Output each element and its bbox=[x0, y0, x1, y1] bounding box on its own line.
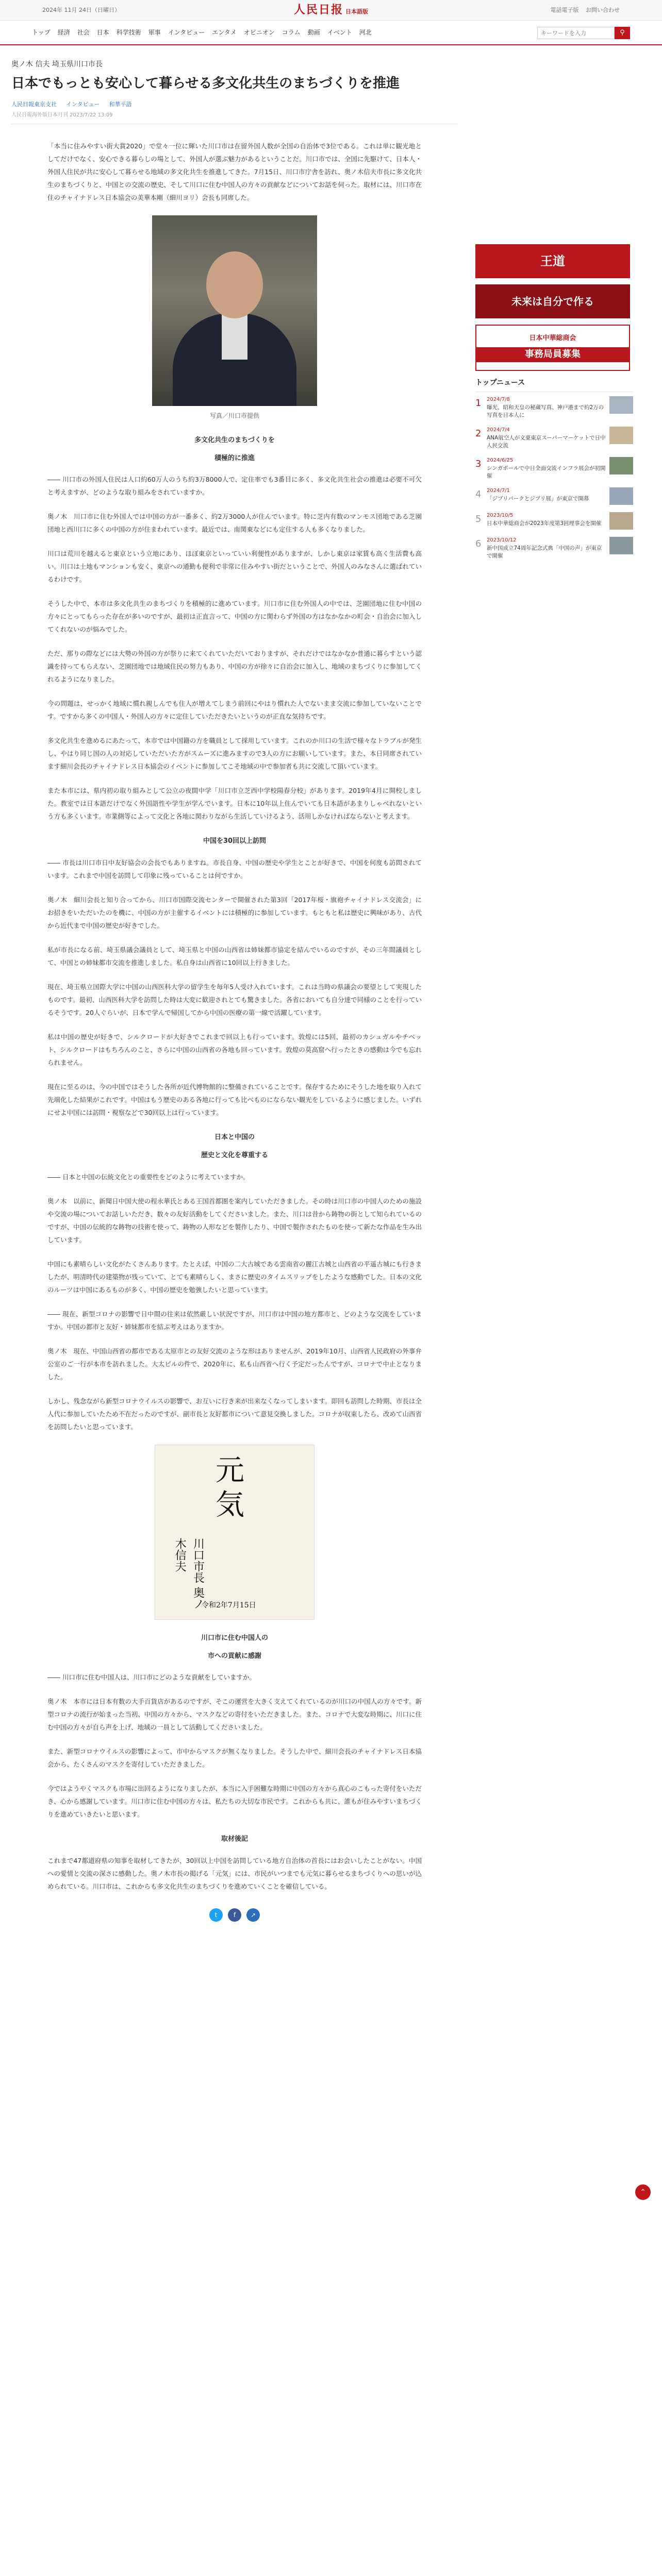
paragraph: また、新型コロナウイルスの影響によって、市中からマスクが無くなりました。そうした中で、細川会長のチャイナドレス日本協会から、たくさんのマスクを寄付していただきました。 bbox=[47, 1748, 422, 1769]
facebook-share-button[interactable] bbox=[228, 1908, 241, 1922]
article-body bbox=[11, 140, 458, 1922]
paragraph: 現在に至るのは、今の中国ではそうした各所が近代博物館的に整備されていることです。保存するためにそうした地を取り入れて先端化した結果がこれです。中国はもう歴史のある各地に行っても比べものにならない観光をしているように感じました。いずれにせよ中国には訪問・視察などで30回以上は行っています。 bbox=[47, 1083, 422, 1117]
category-link[interactable]: インタビュー bbox=[66, 100, 100, 108]
ranking-item[interactable]: 6 2023/10/12 新中国成立74周年記念式典「中国の声」が東京で開催 bbox=[475, 537, 633, 560]
top-link-epaper[interactable]: 電話電子版 bbox=[550, 7, 579, 14]
paragraph: ―― 川口市の外国人住民は人口約60万人のうち約3万8000人で、定住率でも3番目に多く、多文化共生社会の推進は必要不可欠と考えますが、どのような取り組みをされていますか。 bbox=[47, 476, 422, 497]
search-button[interactable] bbox=[615, 27, 630, 39]
top-bar bbox=[0, 0, 662, 21]
calligraphy-image bbox=[155, 1445, 315, 1620]
nav-item[interactable]: イベント bbox=[327, 29, 352, 37]
share-icon: ↗ bbox=[250, 1911, 256, 1919]
ranking-item[interactable]: 5 2023/10/5 日本中華総商会が2023年度第3回理事会を開催 bbox=[475, 512, 633, 530]
nav-item[interactable]: オピニオン bbox=[243, 29, 275, 37]
site-logo[interactable]: 人民日报 日本語版 bbox=[293, 3, 368, 17]
ranking-thumbnail bbox=[609, 396, 633, 414]
paragraph: 今ではようやくマスクも市場に出回るようになりましたが、本当に入手困難な時期に中国の方々から真心のこもった寄付をいただき、心から感謝しています。川口市に住む中国の方々は、私たちの大切な市民です。これからも共に、誰もが住みやすいまちづくりを進めていきたいと思います。 bbox=[47, 1785, 422, 1819]
ranking-thumbnail bbox=[609, 427, 633, 444]
paragraph: ―― 現在、新型コロナの影響で日中間の往来は依然厳しい状況ですが、川口市は中国の地方都市と、どのような交流をしていますか。中国の都市と友好・姉妹都市を結ぶ考えはありますか。 bbox=[47, 1310, 422, 1331]
photo-caption: 写真／川口市提供 bbox=[209, 412, 259, 419]
breadcrumb: 奥ノ木 信夫 埼玉県川口市長 bbox=[11, 60, 103, 69]
paragraph: そうした中で、本市は多文化共生のまちづくりを積極的に進めています。川口市に住む外国人の中では、芝園団地に住む中国の方々にとってもらった存在が多いのですが、最初は正直言って、中国の方に関わらず外国の方はなかなかの町会・自治会に加入してくれないのが悩みでした。 bbox=[47, 600, 422, 634]
ranking-thumbnail bbox=[609, 512, 633, 530]
section-heading: 多文化共生のまちづくりを 積極的に推進 bbox=[194, 436, 275, 462]
ad-banner[interactable]: 未来は自分で作る bbox=[475, 284, 630, 318]
article-main bbox=[11, 59, 475, 1942]
ranking-thumbnail bbox=[609, 537, 633, 554]
calligraphy-signature: 川口市長 奥ノ木信夫 bbox=[173, 1537, 205, 1609]
section-heading: 日本と中国の 歴史と文化を尊重する bbox=[201, 1133, 268, 1159]
paragraph: 中国にも素晴らしい文化がたくさんあります。たとえば、中国の二大古城である雲南省の麗江古城と山西省の平遥古城にも行きましたが、明清時代の建築物が残っていて、とても素晴らしく、まさに歴史のタイムスリップをしたような感動でした。日本の文化のルーツは中国にあるものが多く、中国の歴史を勉強したいと思っています。 bbox=[47, 1260, 422, 1294]
nav-item[interactable]: エンタメ bbox=[212, 29, 237, 37]
nav-item[interactable]: 科学技術 bbox=[116, 29, 141, 37]
ranking-title: トップニュース bbox=[475, 377, 633, 392]
ranking-item[interactable]: 1 2024/7/8 曝光、昭和天皇の秘蔵写真、神戸港まで約2万の写真を日本人に bbox=[475, 396, 633, 419]
line-share-button[interactable] bbox=[246, 1908, 260, 1922]
paragraph: 私が市長になる前、埼玉県議会議員として、埼玉県と中国の山西省は姉妹都市協定を結んでいるのですが、その三年間議員として、中国との姉妹都市交流を推進しました。私自身は山西省に10回以上行きました。 bbox=[47, 946, 422, 967]
ranking-item[interactable]: 3 2024/6/25 シンガポールで中日全面交流インフラ展会が初開催 bbox=[475, 457, 633, 480]
paragraph: 川口は荒川を越えると東京という立地にあり、ほぼ東京といっていい利便性がありますが、しかし東京は家賃も高く生活費も高い。川口は土地もマンションも安く、東京への通勤も便利で非常に住みやすい街だということで、外国人のみなさんに選ばれているわけです。 bbox=[47, 550, 422, 584]
calligraphy-main: 元気 bbox=[216, 1453, 244, 1522]
share-bar bbox=[47, 1908, 422, 1922]
paragraph: 私は中国の歴史が好きで、シルクロードが大好きでこれまで回以上も行っています。敦煌には5回、最初のカシュガルやチベット、シルクロードはもちろんのこと、さらに中国の山西省の各地も回っています。敦煌の莫高窟へ行ったときの感動は今でも忘れられません。 bbox=[47, 1033, 422, 1067]
paragraph: 現在、埼玉県立国際大学に中国の山西医科大学の留学生を毎年5人受け入れています。これは当時の県議会の要望として実現したものです。最初、山西医科大学を訪問した時は大変に歓迎されとても驚きました。各省においても自分達で同様のことを行っているそうです。20人ぐらいが、日本で学んで帰国してから中国の医療の第一線で活躍しています。 bbox=[47, 983, 422, 1017]
page-title: 日本でもっとも安心して暮らせる多文化共生のまちづくりを推進 bbox=[11, 76, 400, 92]
paragraph: ―― 日本と中国の伝統文化との重要性をどのように考えていますか。 bbox=[47, 1173, 250, 1181]
nav-item[interactable]: 社会 bbox=[77, 29, 90, 37]
ad-banner[interactable]: 日本中華総商会 事務局員募集 bbox=[475, 325, 630, 371]
author-link[interactable]: 人民日報東京支社 bbox=[11, 100, 57, 108]
paragraph: 奥ノ木 本市には日本有数の大手百貨店があるのですが、そこの運営を大きく支えてくれているのが川口の中国人の方々です。新型コロナの流行が始まった当初、中国の方々から、マスクなどの寄付をいただきました。また、コロナで大変な時期に、川口に住む中国の方々が自ら声を上げ、地域の一員として活動してくださいました。 bbox=[47, 1698, 422, 1732]
paragraph: ただ、那りの際などには大勢の外国の方が祭りに来てくれていただいておりますが、それだけではなかなか普通に暮らすという認識を持ってもらえない、芝園団地では地域住民の努力もあり、中国の方が徐々に自治会に加入し、地域のまちづくりに参加してくれるようになりました。 bbox=[47, 650, 422, 684]
paragraph: 奥ノ木 以前に、新聞日中国大使の程永華氏とある王国首都圏を案内していただきました。その時は川口市の中国人のための施設や交流の場についてお話しいただき、数々の友好活動をしてくださいました。また、川口は昔から鋳物の街として知られているのですが、中国の伝統的な鋳物の技術を使って、鋳物の人形などを製作したり、中国で製作されたものを使って新たな作品を生み出しています。 bbox=[47, 1197, 422, 1244]
sidebar bbox=[475, 59, 633, 1942]
ranking-thumbnail bbox=[609, 457, 633, 474]
paragraph: 今の問題は、せっかく地域に慣れ親しんでも住人が増えてしまう前回にやはり慣れた人でないまま交流に参加していないことです。ですから多くの中国人・外国人の方々に定住していただきたいというのが正直な気持ちです。 bbox=[47, 700, 422, 721]
interview-photo bbox=[152, 215, 317, 406]
section-heading: 中国を30回以上訪問 bbox=[203, 837, 267, 845]
twitter-icon: t bbox=[214, 1911, 218, 1919]
paragraph: ―― 市長は川口市日中友好協会の会長でもありますね。市長自身、中国の歴史や学生とことが好きで、中国を何度も訪問されています。これまで中国を訪問して印象に残っていることは何ですか。 bbox=[47, 859, 422, 880]
search-input[interactable] bbox=[537, 27, 615, 39]
top-link-contact[interactable]: お問い合わせ bbox=[586, 7, 620, 14]
calligraphy-date: 令和2年7月15日 bbox=[202, 1601, 256, 1609]
nav-item[interactable]: 動画 bbox=[307, 29, 320, 37]
nav-item[interactable]: 河北 bbox=[359, 29, 372, 37]
section-heading: 取材後記 bbox=[221, 1835, 248, 1843]
main-nav bbox=[0, 21, 662, 45]
paragraph: ―― 川口市に住む中国人は、川口市にどのような貢献をしていますか。 bbox=[47, 1673, 256, 1682]
article-timestamp: 人民日報海外版日本月刊 2023/7/22 13:09 bbox=[11, 111, 458, 124]
paragraph: 奥ノ木 細川会長と知り合ってから、川口市国際交流センターで開催された第3回「2017年桜・旗袍チャイナドレス交流会」にお招きをいただいたのを機に、中国の方が主催するイベントには積極的に参加しています。もともと私は歴史に興味があり、古代から近代まで中国の歴史が好きでした。 bbox=[47, 896, 422, 930]
section-heading: 川口市に住む中国人の 市への貢献に感謝 bbox=[201, 1634, 268, 1660]
nav-item[interactable]: コラム bbox=[282, 29, 301, 37]
paragraph: 奥ノ木 現在、中国山西省の都市である太原市との友好交流のような形はありませんが、2019年10月、山西省人民政府の外事弁公室のご一行が本市を訪れました。大太ビルの件で、2020年に、私も山西省へ行く予定だったんですが、コロナで中止となりました。 bbox=[47, 1347, 422, 1381]
nav-item[interactable]: 日本 bbox=[96, 29, 109, 37]
paragraph: 多文化共生を進めるにあたって、本市では中国籍の方を職員として採用しています。これのか川口の生活で様々なトラブルが発生し、やはり同じ国の人の対応していただいた方がスムーズに進みますので3人の方にお願いしています。また、本日同席されています細川会長のチャイナドレス日本協会のイベントに参加してこそ地域の中で参加者も共に交流して頂いています。 bbox=[47, 737, 422, 771]
nav-item[interactable]: 軍事 bbox=[148, 29, 161, 37]
search-box bbox=[537, 27, 630, 39]
chevron-up-icon: ⌃ bbox=[640, 2188, 646, 2196]
paragraph: 奥ノ木 川口市に住む外国人では中国の方が一番多く、約2万3000人が住んでいます。特に芝内有数のマンモス団地である芝園団地と西川口に多くの中国の方が住まわれています。最近では、南関東などにも定住する人も多くなりました。 bbox=[47, 513, 422, 534]
ranking-item[interactable]: 4 2024/7/1 「ジブリパークとジブリ展」が東京で開幕 bbox=[475, 487, 633, 505]
paragraph: これまで47都道府県の知事を取材してきたが、30回以上中国を訪問している地方自治体の首長にはお会いしたことがない。中国への愛情と交流の深さに感動した。奥ノ木市長の掲げる「元気」には、市民がいつまでも元気に暮らせるまちづくりへの思いが込められている。川口市は、これからも多文化共生のまちづくりを進めていくことを確信している。 bbox=[47, 1857, 422, 1891]
paragraph: 「本当に住みやすい街大賞2020」で堂々一位に輝いた川口市は在留外国人数が全国の自治体で3位である。これは単に観光地としてだけでなく、安心できる暮らしの場として、外国人が選ぶ魅力があるということだ。川口市では、全国に先駆けて、日本人・外国人住民が共に安心して暮らせる地域の多文化共生を推進してきた。7月15日、川口市庁舎を訪れ、奥ノ木信夫市長に多文化共生のまちづくりと、中国との交流の歴史、そして川口に住む中国人の方々の貢献などについてお話を伺った。取材には、川口市在住のチャイナドレス日本協会の美華本剛（細川ヨリ）会長も同席した。 bbox=[47, 142, 422, 201]
paragraph: また本市には、県内初の取り組みとして公立の夜間中学「川口市立芝西中学校陽春分校」があります。2019年4月に開校しました。教室では日本語だけでなく外国語性や学生が学んでいます。日本に10年以上住んでいても日本語があまりしゃべれないという方も多くいます。市業側等によって文化と各地に関わりながら生活していけるよう、活用しかなければならないと考えます。 bbox=[47, 787, 422, 821]
search-icon: ⚲ bbox=[620, 28, 625, 37]
ranking-thumbnail bbox=[609, 487, 633, 505]
nav-item[interactable]: インタビュー bbox=[168, 29, 205, 37]
section-link[interactable]: 和華平語 bbox=[109, 100, 132, 108]
date-text: 2024年 11月 24日（日曜日） bbox=[42, 7, 120, 14]
nav-item[interactable]: トップ bbox=[32, 29, 51, 37]
nav-item[interactable]: 経済 bbox=[57, 29, 70, 37]
ad-banner[interactable]: 王道 bbox=[475, 244, 630, 278]
paragraph: しかし、残念ながら新型コロナウイルスの影響で、お互いに行き来が出来なくなってしまいます。即回も訪問した時期、市長は全人代に参加していたため不在だったのですが、副市長と友好都市について意見交換しました。コロナが収束したら、改めて山西省を訪問したいと思っています。 bbox=[47, 1397, 422, 1431]
twitter-share-button[interactable] bbox=[209, 1908, 223, 1922]
facebook-icon: f bbox=[233, 1911, 236, 1919]
ranking-item[interactable]: 2 2024/7/4 ANA航空人が文豪東京スーパーマーケットで日中人民交流 bbox=[475, 427, 633, 450]
back-to-top-button[interactable] bbox=[635, 2184, 651, 2200]
